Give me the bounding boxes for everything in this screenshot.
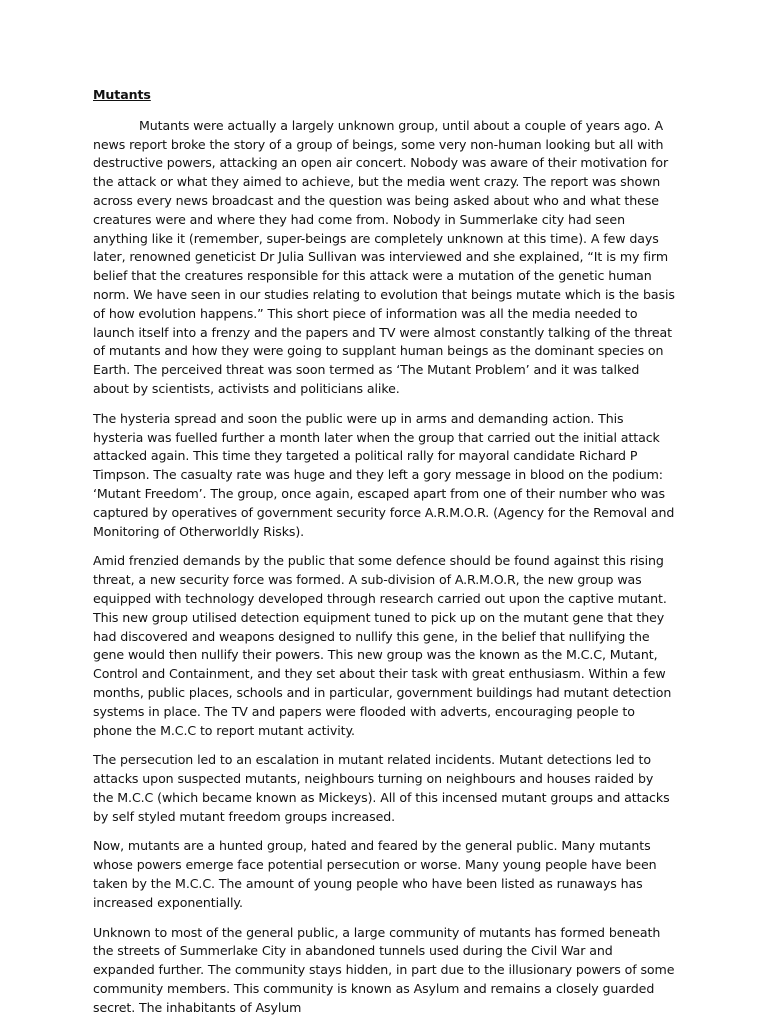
document-content bbox=[93, 86, 677, 1029]
document-title: Mutants bbox=[93, 87, 151, 102]
paragraph-6: Unknown to most of the general public, a large community of mutants has formed beneath the streets of Summerlake City in abandoned tunnels used during the Civil War and expanded further. The community stays hidden, in part due to the illusionary powers of some community members. This community is known as Asylum and remains a closely guarded secret. The inhabitants of Asylum bbox=[93, 924, 675, 1015]
paragraph-3: Amid frenzied demands by the public that some defence should be found against this rising threat, a new security force was formed. A sub-division of A.R.M.O.R, the new group was equipped with technology developed through research carried out upon the captive mutant. This new group utilised detection equipment tuned to pick up on the mutant gene that they had discovered and weapons designed to nullify this gene, in the belief that nullifying the gene would then nullify their powers. This new group was the known as the M.C.C, Mutant, Control and Containment, and they set about their task with great enthusiasm. Within a few months, public places, schools and in particular, government buildings had mutant detection systems in place. The TV and papers were flooded with adverts, encouraging people to phone the M.C.C to report mutant activity. bbox=[93, 553, 672, 738]
paragraph-2: The hysteria spread and soon the public were up in arms and demanding action. This hysteria was fuelled further a month later when the group that carried out the initial attack attacked again. This time they targeted a political rally for mayoral candidate Richard P Timpson. The casualty rate was huge and they left a gory message in blood on the podium: ‘Mutant Freedom’. The group, once again, escaped apart from one of their number who was captured by operatives of government security force A.R.M.O.R. (Agency for the Removal and Monitoring of Otherworldly Risks). bbox=[93, 410, 675, 539]
paragraph-1: Mutants were actually a largely unknown group, until about a couple of years ago. A news report broke the story of a group of beings, some very non-human looking but all with destructive powers, attacking an open air concert. Nobody was aware of their motivation for the attack or what they aimed to achieve, but the media went crazy. The report was shown across every news broadcast and the question was being asked about who and what these creatures were and where they had come from. Nobody in Summerlake city had seen anything like it (remember, super-beings are completely unknown at this time). A few days later, renowned geneticist Dr Julia Sullivan was interviewed and she explained, “It is my firm belief that the creatures responsible for this attack were a mutation of the genetic human norm. We have seen in our studies relating to evolution that beings mutate which is the basis of how evolution happens.” This short piece of information was all the media needed to launch itself into a frenzy and the papers and TV were almost constantly talking of the threat of mutants and how they were going to supplant human beings as the dominant species on Earth. The perceived threat was soon termed as ‘The Mutant Problem’ and it was talked about by scientists, activists and politicians alike. bbox=[93, 117, 675, 396]
paragraph-5: Now, mutants are a hunted group, hated and feared by the general public. Many mutants whose powers emerge face potential persecution or worse. Many young people have been taken by the M.C.C. The amount of young people who have been listed as runaways has increased exponentially. bbox=[93, 838, 657, 910]
paragraph-4: The persecution led to an escalation in mutant related incidents. Mutant detections led to attacks upon suspected mutants, neighbours turning on neighbours and houses raided by the M.C.C (which became known as Mickeys). All of this incensed mutant groups and attacks by self styled mutant freedom groups increased. bbox=[93, 752, 670, 824]
